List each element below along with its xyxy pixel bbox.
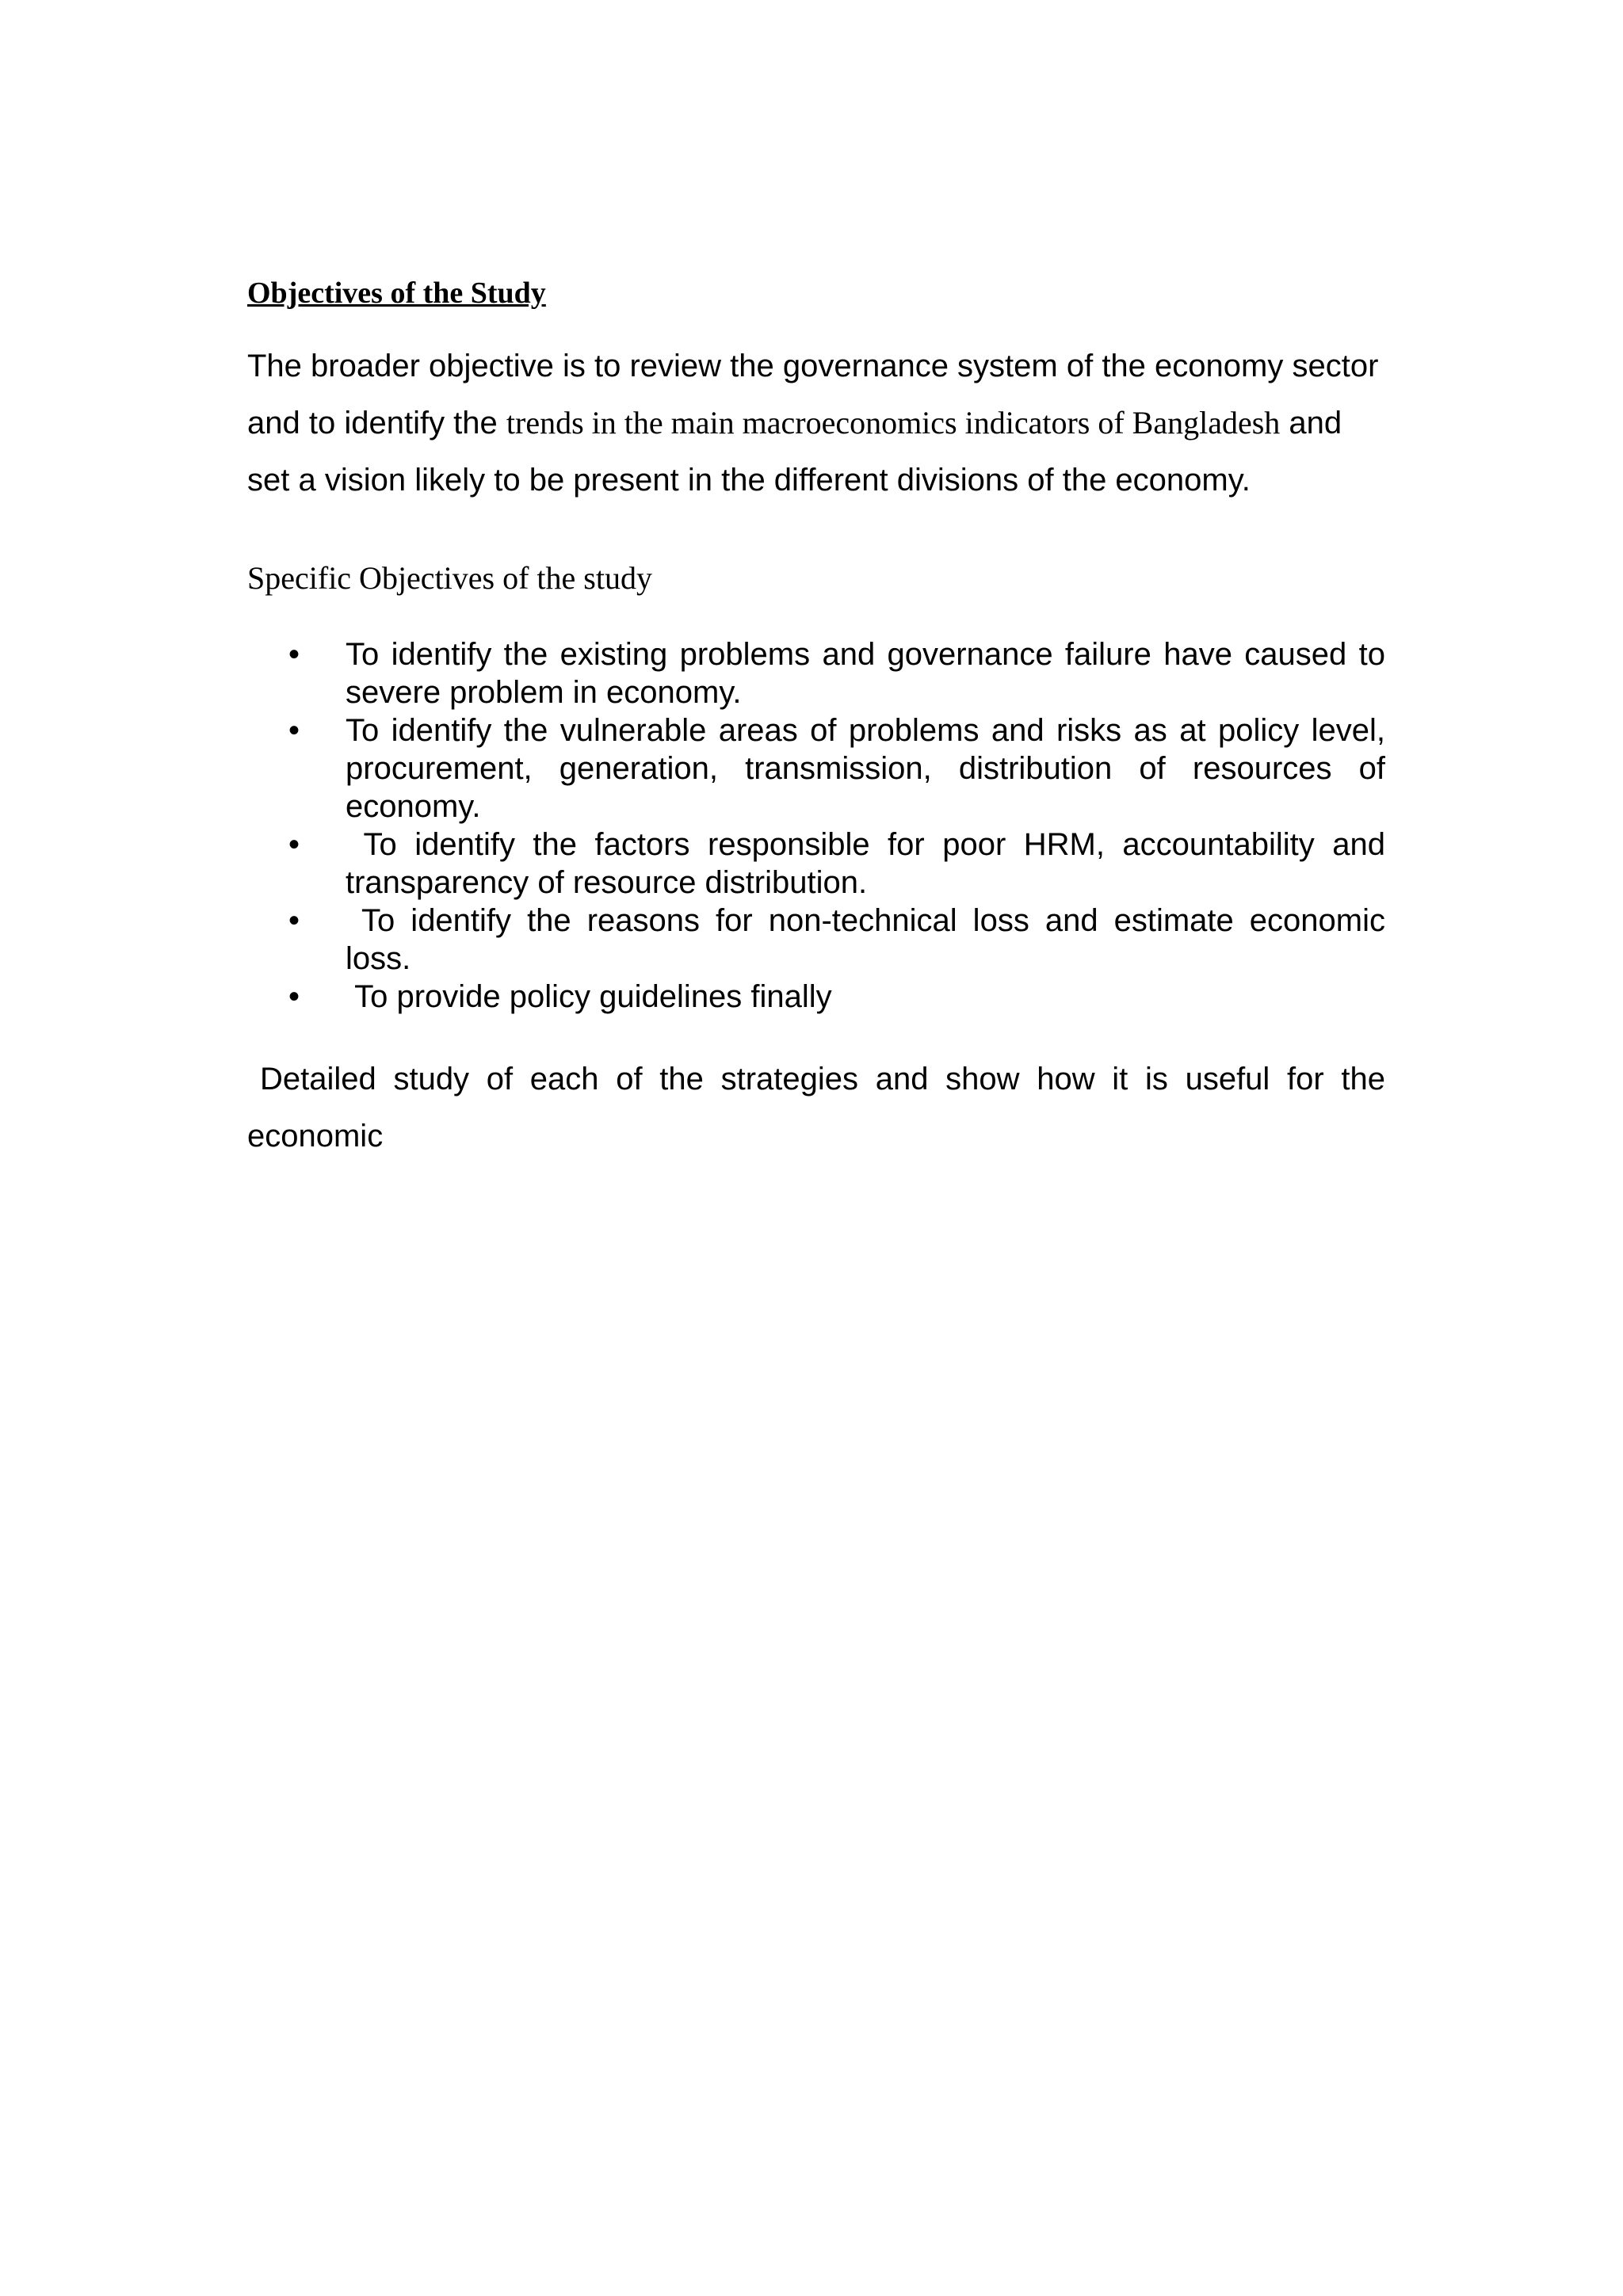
bullet-icon: • — [288, 827, 300, 862]
objectives-list — [247, 635, 1395, 1016]
intro-paragraph — [247, 338, 1385, 509]
section-subheading: Specific Objectives of the study — [247, 560, 652, 596]
list-item-text: To identify the existing problems and governance failure have caused to severe problem in economy. — [346, 637, 1385, 710]
closing-paragraph: Detailed study of each of the strategies and show how it is useful for the economic — [247, 1062, 1385, 1154]
bullet-icon: • — [288, 713, 300, 748]
list-item-text: To identify the reasons for non-technical loss and estimate economic loss. — [346, 903, 1395, 976]
document-page — [247, 269, 1395, 1165]
list-item-text: To provide policy guidelines finally — [346, 979, 832, 1014]
intro-text-part1: The broader objective is to review the governance system of the economy sector and to identify the — [247, 349, 1379, 441]
list-item — [288, 978, 1385, 1016]
page-title: Objectives of the Study — [247, 277, 546, 310]
intro-text-part3: and set a vision likely to be present in the different divisions of the economy. — [247, 406, 1342, 498]
list-item-text: To identify the factors responsible for poor HRM, accountability and transparency of resource distribution. — [346, 827, 1395, 900]
list-item — [288, 635, 1385, 711]
intro-text-part2: trends in the main macroeconomics indicators of Bangladesh — [506, 405, 1281, 441]
bullet-icon: • — [288, 979, 300, 1014]
bullet-icon: • — [288, 637, 300, 672]
bullet-icon: • — [288, 903, 300, 938]
list-item — [288, 826, 1395, 902]
list-item — [288, 711, 1385, 826]
list-item-text: To identify the vulnerable areas of problems and risks as at policy level, procurement, generation, transmission, distribution of resources of economy. — [346, 713, 1385, 824]
list-item — [288, 902, 1395, 978]
